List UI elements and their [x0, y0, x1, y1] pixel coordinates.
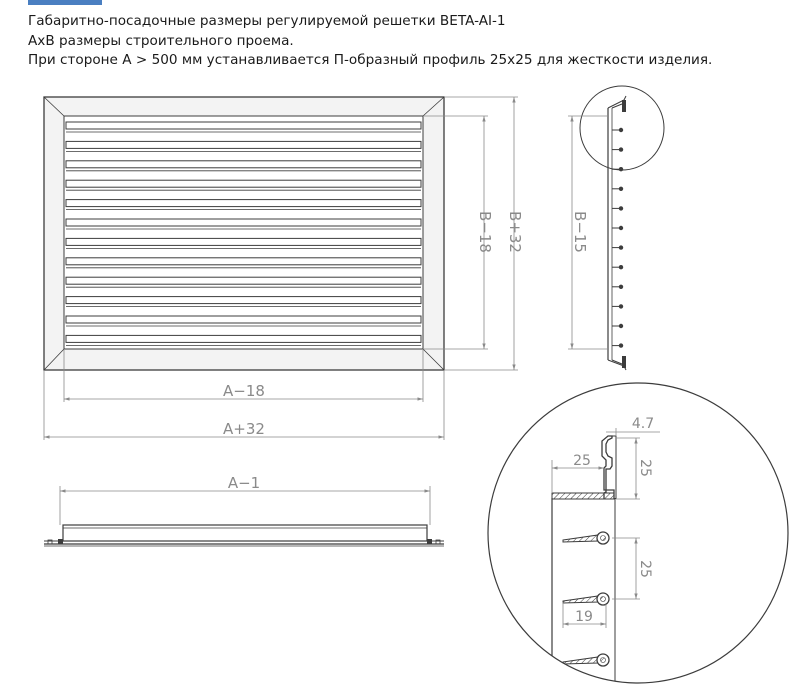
- label-a-plus-32: A+32: [223, 420, 265, 438]
- side-blade: [612, 206, 623, 210]
- side-blades: [612, 128, 623, 348]
- side-blade: [612, 285, 623, 289]
- bottom-view: [44, 474, 444, 546]
- side-blade: [612, 245, 623, 249]
- side-blade: [612, 187, 623, 191]
- side-blade: [612, 343, 623, 347]
- label-b-minus-18: B−18: [476, 211, 494, 253]
- label-25-width: 25: [573, 453, 591, 469]
- label-b-minus-15: B−15: [571, 211, 589, 253]
- side-blade: [612, 324, 623, 328]
- side-blade: [612, 128, 623, 132]
- side-blade: [612, 265, 623, 269]
- side-blade: [612, 304, 623, 308]
- detail-view: [488, 383, 788, 690]
- label-4-7: 4.7: [631, 416, 655, 432]
- label-25-height: 25: [637, 459, 653, 477]
- header-line-3: При стороне A > 500 мм устанавливается П-образный профиль 25x25 для жесткости изделия.: [28, 52, 713, 68]
- front-inner-opening: [64, 116, 423, 349]
- header-title: Габаритно-посадочные размеры регулируемой решетки BETA-AI-1: [28, 13, 506, 29]
- side-blade: [612, 226, 623, 230]
- dim-side-height: [568, 116, 608, 349]
- front-view: [44, 97, 524, 440]
- header-line-2: AxB размеры строительного проема.: [28, 32, 294, 49]
- label-a-minus-1: A−1: [227, 474, 261, 492]
- label-25-pitch: 25: [637, 560, 653, 578]
- label-19: 19: [575, 609, 593, 625]
- side-view: [568, 86, 664, 370]
- label-a-minus-18: A−18: [223, 382, 265, 400]
- side-blade: [612, 147, 623, 151]
- label-b-plus-32: B+32: [506, 211, 524, 253]
- side-detail-callout-circle: [580, 86, 664, 170]
- dim-bottom-width: [60, 474, 430, 525]
